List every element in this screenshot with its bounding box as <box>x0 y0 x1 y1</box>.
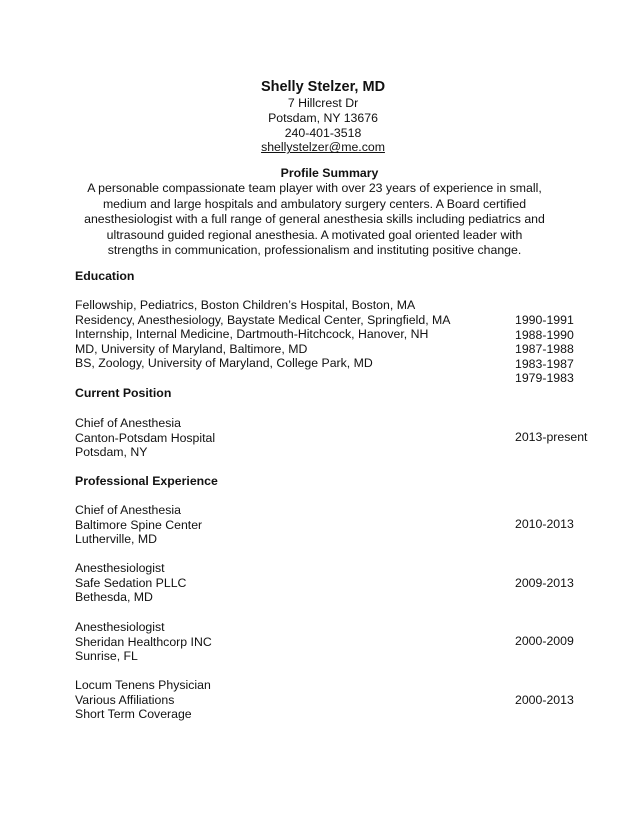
education-date: 1990-1991 <box>515 313 574 327</box>
email-link[interactable]: shellystelzer@me.com <box>261 140 385 155</box>
position-location: Potsdam, NY <box>75 445 148 460</box>
job-location: Short Term Coverage <box>75 707 192 722</box>
position-role: Chief of Anesthesia <box>75 416 181 430</box>
education-date: 1987-1988 <box>515 342 574 357</box>
education-item: Internship, Internal Medicine, Dartmouth-Hitchcock, Hanover, NH <box>75 327 429 342</box>
experience-section <box>75 474 595 489</box>
contact-header <box>0 78 638 155</box>
summary-line: A personable compassionate team player with over 23 years of experience in small, <box>87 181 542 195</box>
position-employer: Canton-Potsdam Hospital <box>75 430 216 445</box>
education-date: 1979-1983 <box>515 371 574 386</box>
education-section <box>75 269 595 284</box>
job-role: Anesthesiologist <box>75 620 165 634</box>
job-role: Anesthesiologist <box>75 561 165 575</box>
education-item: BS, Zoology, University of Maryland, College Park, MD <box>75 356 373 371</box>
current-position-section <box>75 386 595 401</box>
education-date: 1983-1987 <box>515 356 574 371</box>
profile-summary <box>72 166 557 259</box>
job-role: Chief of Anesthesia <box>75 503 181 517</box>
job-employer: Safe Sedation PLLC <box>75 575 187 590</box>
summary-line: strengths in communication, professionalism and instituting positive change. <box>107 243 522 258</box>
summary-line: ultrasound guided regional anesthesia. A motivated goal oriented leader with <box>106 227 523 242</box>
education-dates <box>515 313 574 386</box>
job-location: Bethesda, MD <box>75 590 153 605</box>
education-item: MD, University of Maryland, Baltimore, MD <box>75 341 308 356</box>
profile-summary-title: Profile Summary <box>280 166 379 180</box>
education-date: 1988-1990 <box>515 327 574 342</box>
job-date: 2010-2013 <box>515 517 574 531</box>
job-dates <box>515 517 574 532</box>
job-date: 2000-2013 <box>515 693 574 707</box>
job-dates <box>515 576 574 591</box>
job-employer: Sheridan Healthcorp INC <box>75 634 212 649</box>
job-dates <box>515 634 574 649</box>
position-date: 2013-present <box>515 430 588 444</box>
education-item: Fellowship, Pediatrics, Boston Children’s Hospital, Boston, MA <box>75 298 416 312</box>
experience-title: Professional Experience <box>75 474 218 488</box>
phone-number: 240-401-3518 <box>284 125 362 140</box>
address-line-1: 7 Hillcrest Dr <box>287 96 359 110</box>
job-location: Lutherville, MD <box>75 532 158 547</box>
current-position-title: Current Position <box>75 386 172 400</box>
summary-line: medium and large hospitals and ambulatory surgery centers. A Board certified <box>102 196 527 211</box>
job-role: Locum Tenens Physician <box>75 678 211 692</box>
job-date: 2000-2009 <box>515 634 574 648</box>
education-title: Education <box>75 269 135 283</box>
education-item: Residency, Anesthesiology, Baystate Medical Center, Springfield, MA <box>75 312 451 327</box>
job-dates <box>515 693 574 708</box>
current-position-dates <box>515 430 587 445</box>
job-employer: Various Affiliations <box>75 692 175 707</box>
address-line-2: Potsdam, NY 13676 <box>268 110 378 125</box>
summary-line: anesthesiologist with a full range of general anesthesia skills including pediatrics and <box>84 212 545 227</box>
candidate-name: Shelly Stelzer, MD <box>260 79 386 95</box>
job-location: Sunrise, FL <box>75 649 138 664</box>
job-employer: Baltimore Spine Center <box>75 517 203 532</box>
job-date: 2009-2013 <box>515 576 574 590</box>
